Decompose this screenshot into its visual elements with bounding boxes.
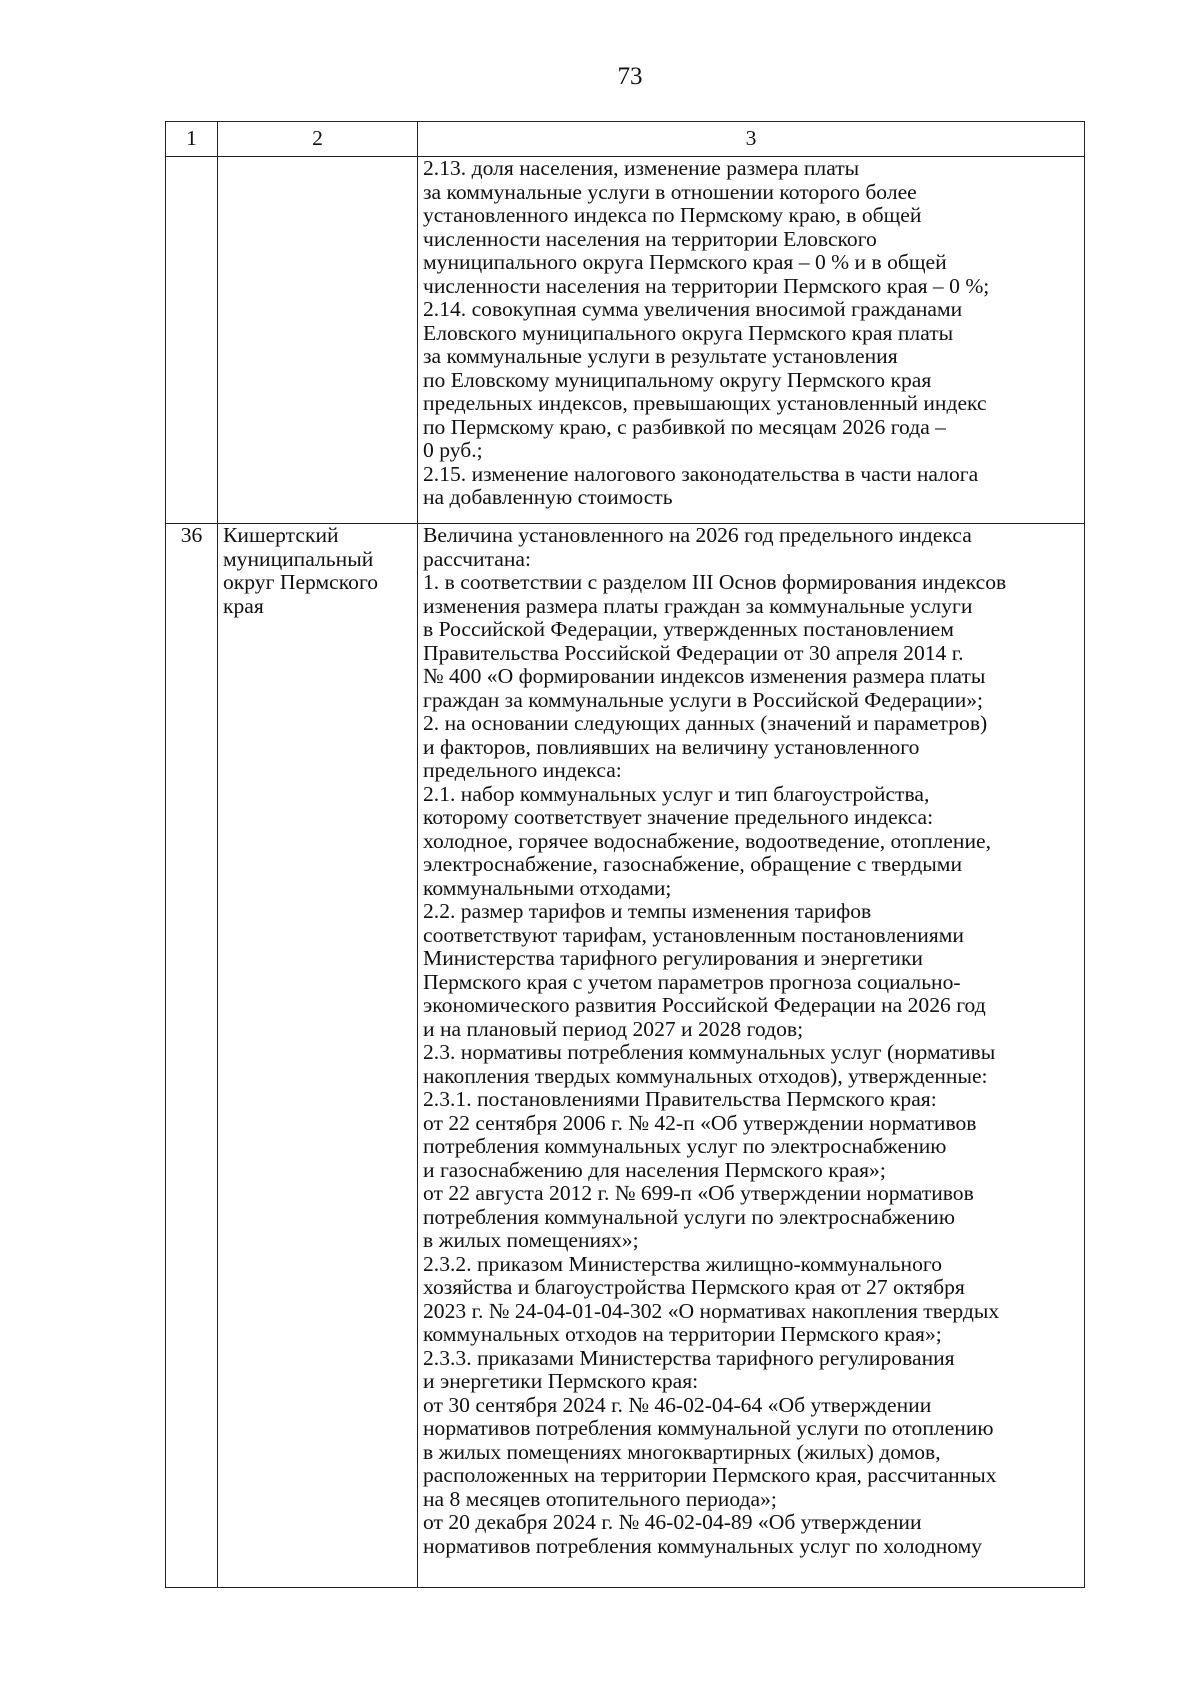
text-line: 2.3.3. приказами Министерства тарифного регулирования <box>423 1345 955 1370</box>
text-line: Еловского муниципального округа Пермского края платы <box>423 320 954 345</box>
table-header-row <box>166 122 1085 157</box>
text-line: 2. на основании следующих данных (значений и параметров) <box>423 711 988 735</box>
text-line: и факторов, повлиявших на величину установленного <box>423 734 920 759</box>
text-line: установленного индекса по Пермскому краю, в общей <box>423 203 922 227</box>
text-line: от 22 августа 2012 г. № 699-п «Об утверждении нормативов <box>423 1181 974 1205</box>
text-line: 2.1. набор коммунальных услуг и тип благоустройства, <box>423 781 930 806</box>
text-line: Министерства тарифного регулирования и энергетики <box>423 946 923 970</box>
page-number: 73 <box>617 63 643 90</box>
text-line: по Еловскому муниципальному округу Пермского края <box>423 367 932 392</box>
description-cell <box>418 157 1085 524</box>
text-line: коммунальных отходов на территории Пермского края»; <box>423 1322 942 1346</box>
table-row-continuation <box>166 157 1085 524</box>
text-line: на 8 месяцев отопительного периода»; <box>423 1486 777 1511</box>
text-line: предельных индексов, превышающих установленный индекс <box>423 391 987 415</box>
text-line: соответствуют тарифам, установленным постановлениями <box>423 922 964 947</box>
text-line: 2023 г. № 24-04-01-04-302 «О нормативах накопления твердых <box>423 1298 1000 1323</box>
text-line: накопления твердых коммунальных отходов), утвержденные: <box>423 1063 988 1088</box>
text-line: № 400 «О формировании индексов изменения размера платы <box>423 664 986 688</box>
text-line: 2.2. размер тарифов и темпы изменения тарифов <box>423 899 872 923</box>
text-line: края <box>223 593 264 618</box>
text-line: от 20 декабря 2024 г. № 46-02-04-89 «Об утверждении <box>423 1510 922 1534</box>
text-line: от 22 сентября 2006 г. № 42-п «Об утверждении нормативов <box>423 1110 977 1135</box>
text-line: и на плановый период 2027 и 2028 годов; <box>423 1016 804 1041</box>
text-line: в Российской Федерации, утвержденных постановлением <box>423 617 954 641</box>
header-col-1: 1 <box>166 122 218 157</box>
description-cell <box>418 524 1085 1588</box>
text-line: Пермского края с учетом параметров прогноза социально- <box>423 969 961 994</box>
text-line: электроснабжение, газоснабжение, обращение с твердыми <box>423 852 962 876</box>
text-line: от 30 сентября 2024 г. № 46-02-04-64 «Об утверждении <box>423 1392 932 1417</box>
text-line: численности населения на территории Пермского края – 0 %; <box>423 273 990 298</box>
text-line: 2.15. изменение налогового законодательства в части налога <box>423 461 979 486</box>
municipality-name-cell <box>218 524 418 1588</box>
text-line: потребления коммунальных услуг по электроснабжению <box>423 1134 947 1158</box>
text-line: Величина установленного на 2026 год предельного индекса <box>423 523 972 547</box>
text-line: экономического развития Российской Федерации на 2026 год <box>423 993 986 1017</box>
text-line: 1. в соответствии с разделом III Основ формирования индексов <box>423 570 1007 594</box>
text-line: граждан за коммунальные услуги в Российской Федерации»; <box>423 687 984 712</box>
text-line: муниципальный <box>223 546 374 571</box>
text-line: муниципального округа Пермского края – 0 % и в общей <box>423 250 947 274</box>
text-line: нормативов потребления коммунальной услуги по отоплению <box>423 1416 994 1440</box>
text-line: в жилых помещениях»; <box>423 1228 639 1252</box>
text-line: 2.3. нормативы потребления коммунальных услуг (нормативы <box>423 1040 996 1064</box>
text-line: изменения размера платы граждан за коммунальные услуги <box>423 593 973 618</box>
text-line: за коммунальные услуги в отношении которого более <box>423 179 917 204</box>
text-line: хозяйства и благоустройства Пермского края от 27 октября <box>423 1275 965 1299</box>
text-line: 2.14. совокупная сумма увеличения вносимой гражданами <box>423 297 963 321</box>
text-line: 0 руб.; <box>423 438 483 462</box>
text-line: рассчитана: <box>423 546 531 571</box>
text-line: за коммунальные услуги в результате установления <box>423 344 898 368</box>
text-line: Правительства Российской Федерации от 30 апреля 2014 г. <box>423 640 964 665</box>
text-line: которому соответствует значение предельного индекса: <box>423 805 934 829</box>
row-number-cell <box>166 157 218 524</box>
text-line: численности населения на территории Еловского <box>423 226 877 251</box>
text-line: в жилых помещениях многоквартирных (жилых) домов, <box>423 1439 941 1464</box>
text-line: Кишертский <box>223 523 339 547</box>
text-line: и энергетики Пермского края: <box>423 1369 699 1393</box>
text-line: и газоснабжению для населения Пермского края»; <box>423 1157 886 1182</box>
text-line: 2.3.1. постановлениями Правительства Пермского края: <box>423 1087 937 1111</box>
text-line: 2.13. доля населения, изменение размера платы <box>423 156 860 180</box>
text-line: предельного индекса: <box>423 758 622 782</box>
document-table <box>165 121 1085 1588</box>
text-line: округ Пермского <box>223 570 379 594</box>
text-line: на добавленную стоимость <box>423 485 673 509</box>
text-line: коммунальными отходами; <box>423 875 672 900</box>
text-line: расположенных на территории Пермского края, рассчитанных <box>423 1463 997 1487</box>
row-number-cell: 36 <box>166 524 218 1588</box>
text-line: холодное, горячее водоснабжение, водоотведение, отопление, <box>423 828 991 853</box>
text-line: по Пермскому краю, с разбивкой по месяцам 2026 года – <box>423 414 946 439</box>
text-line: 2.3.2. приказом Министерства жилищно-коммунального <box>423 1251 942 1276</box>
text-line: потребления коммунальной услуги по электроснабжению <box>423 1204 955 1229</box>
header-col-2: 2 <box>218 122 418 157</box>
header-col-3: 3 <box>418 122 1085 157</box>
municipality-name-cell <box>218 157 418 524</box>
table-row-36 <box>166 524 1085 1588</box>
text-line: нормативов потребления коммунальных услуг по холодному <box>423 1533 983 1558</box>
